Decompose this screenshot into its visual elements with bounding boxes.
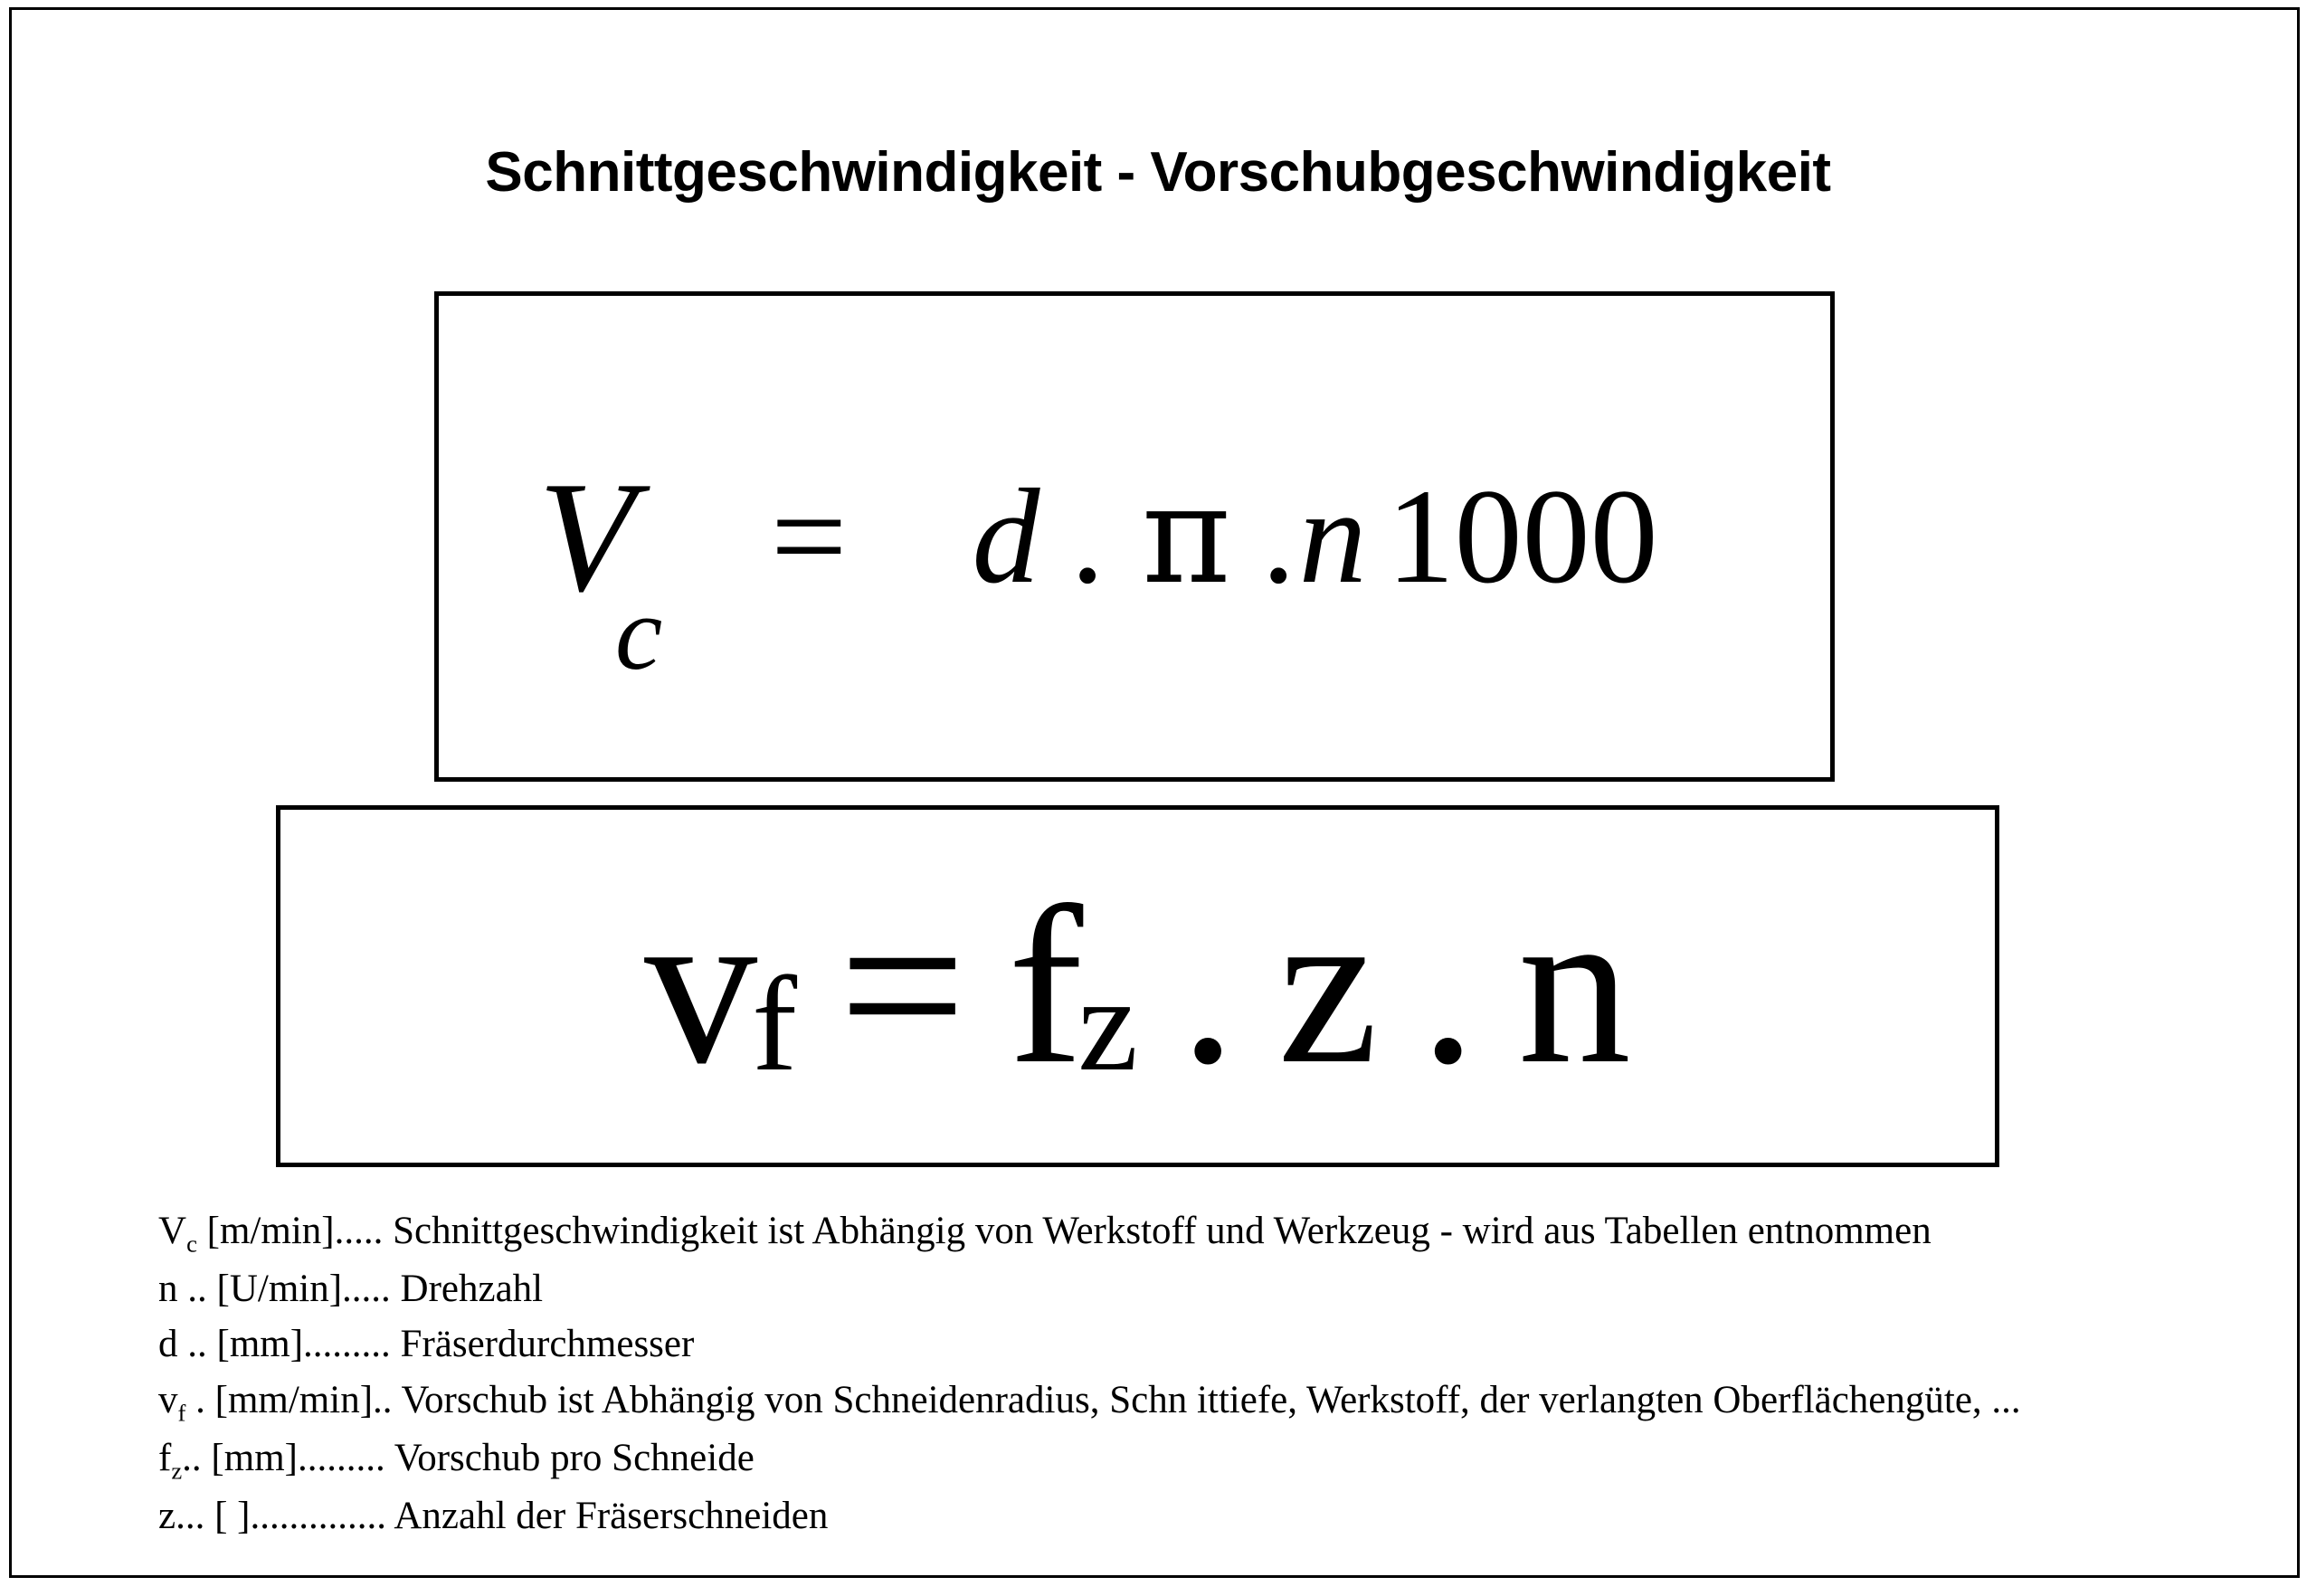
legend-dots-lead: ..	[187, 1323, 207, 1366]
legend-unit: [m/min]	[206, 1210, 335, 1252]
equals-sign-1: =	[770, 461, 848, 612]
multiplication-dot-4: .	[1419, 860, 1476, 1111]
var-fz-subscript: z	[1077, 949, 1138, 1099]
equals-sign-2: =	[839, 860, 967, 1111]
formula-feed-speed	[280, 810, 1995, 1163]
legend-dots: ..............	[250, 1495, 386, 1538]
legend-dots: .....	[334, 1210, 384, 1252]
page-title: Schnittgeschwindigkeit - Vorschubgeschwindigkeit	[485, 141, 1831, 204]
legend-description: Schnittgeschwindigkeit ist Abhängig von Werkstoff und Werkzeug - wird aus Tabellen entnommen	[393, 1210, 1932, 1252]
legend-dots-lead: ..	[187, 1268, 207, 1311]
legend-description: Vorschub ist Abhängig von Schneidenradius, Schn ittiefe, Werkstoff, der verlangten Oberflächengüte, ...	[401, 1378, 2021, 1421]
legend-item	[158, 1488, 2239, 1544]
fraction-denominator: 1000	[1386, 461, 1658, 613]
var-z: z	[1277, 860, 1379, 1111]
legend-dots: ..	[373, 1378, 393, 1421]
legend-dots: .....	[342, 1268, 391, 1311]
multiplication-dot-2: .	[1265, 461, 1299, 613]
legend-list	[158, 1203, 2239, 1544]
legend-item	[158, 1373, 2239, 1430]
var-n: n	[1298, 461, 1367, 613]
var-fz-base: f	[1008, 860, 1084, 1111]
legend-symbol: $v_f$	[158, 1378, 186, 1427]
legend-dots-lead: .	[195, 1378, 205, 1421]
legend-symbol: $f_z$	[158, 1436, 183, 1485]
formula-symbol-vf-subscript: f	[752, 949, 798, 1099]
multiplication-dot-3: .	[1179, 860, 1237, 1111]
formula-box-feed-speed	[276, 805, 1999, 1167]
formula-symbol-vf-base: v	[644, 860, 758, 1111]
legend-symbol: $V_c$	[158, 1210, 197, 1258]
legend-item	[158, 1203, 2239, 1261]
legend-item	[158, 1316, 2239, 1372]
legend-symbol: n	[158, 1268, 178, 1311]
legend-description: Drehzahl	[400, 1268, 544, 1311]
formula-symbol-vc	[538, 448, 663, 692]
fraction-numerator	[956, 457, 1383, 615]
var-n-2: n	[1517, 860, 1631, 1111]
legend-unit: [mm/min]	[214, 1378, 374, 1421]
legend-description: Anzahl der Fräserschneiden	[394, 1495, 829, 1538]
legend-dots-lead: ..	[182, 1436, 202, 1479]
legend-unit: [U/min]	[216, 1268, 343, 1311]
legend-unit: [mm]	[216, 1323, 304, 1366]
legend-description: Vorschub pro Schneide	[394, 1436, 755, 1479]
formula-cutting-speed	[484, 296, 1794, 777]
legend-unit: [ ]	[214, 1495, 251, 1538]
legend-item	[158, 1430, 2239, 1488]
var-d: d	[972, 461, 1040, 613]
legend-item	[158, 1261, 2239, 1316]
multiplication-dot-1: .	[1074, 461, 1108, 613]
formula-symbol-vc-subscript: c	[614, 573, 663, 692]
legend-unit: [mm]	[211, 1436, 298, 1479]
legend-dots: .........	[297, 1436, 385, 1479]
fraction-cutting-speed	[956, 458, 1658, 615]
legend-dots-lead: ...	[176, 1495, 205, 1538]
legend-description: Fräserdurchmesser	[400, 1323, 695, 1366]
legend-dots: .........	[303, 1323, 391, 1366]
formula-symbol-vc-base: V	[538, 448, 635, 624]
formula-box-cutting-speed	[434, 291, 1835, 782]
legend-symbol: d	[158, 1323, 178, 1366]
pi-symbol: π	[1142, 457, 1231, 615]
legend-symbol: z	[158, 1495, 176, 1538]
